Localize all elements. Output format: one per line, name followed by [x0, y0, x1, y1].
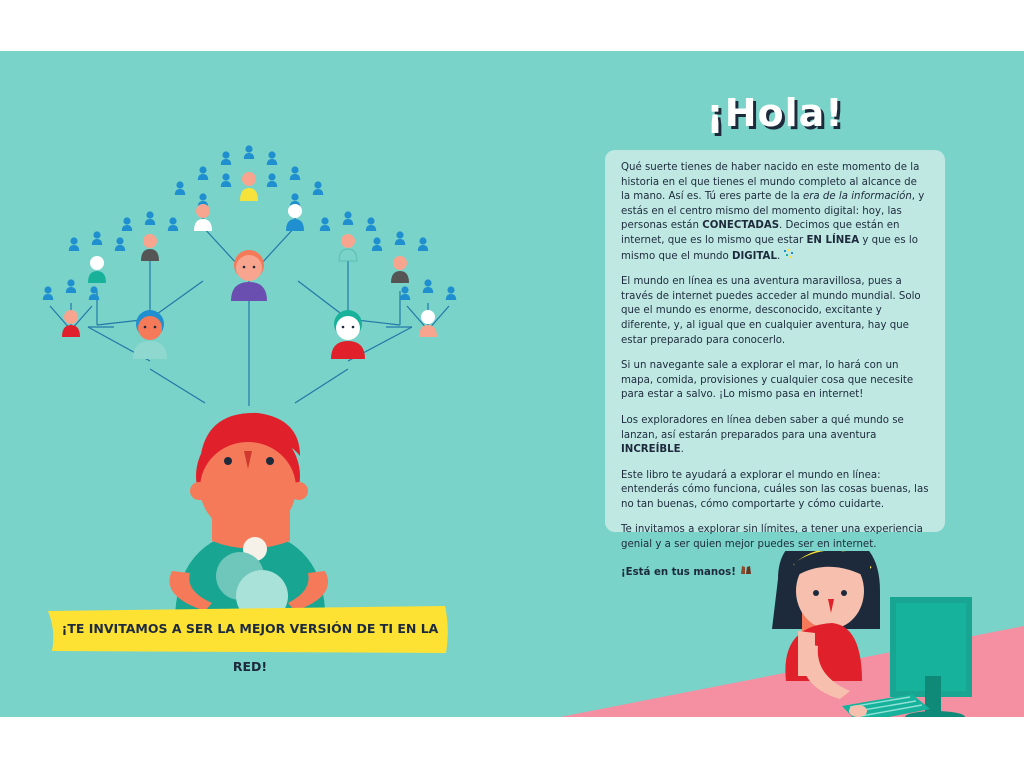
avatar-boy-blue-hair — [133, 310, 167, 359]
paragraph-4 — [621, 414, 929, 458]
intro-text-card — [605, 150, 945, 578]
connection-lines — [50, 206, 449, 406]
avatar-girl-green-hair — [331, 310, 365, 359]
p1-digital: DIGITAL — [732, 250, 777, 262]
paragraph-1 — [621, 161, 929, 264]
paragraph-7 — [621, 564, 929, 581]
p1-text-a: Qué suerte tienes de haber nacido en este momento de la historia en el que tienes el mundo completo al alcance de la mano. Así es. Tú eres parte de la — [621, 162, 920, 203]
paragraph-5: Este libro te ayudará a explorar el mundo en línea: entenderás cómo funciona, cuáles son las cosas buenas, las no tan buenas, cómo comportarte y cómo cuidarte. — [621, 469, 929, 510]
p1-text-e: . — [776, 250, 781, 262]
p1-text-b: , y estás en el centro mismo del momento digital: hoy, las personas están — [621, 191, 925, 232]
p1-text-d: y que es lo mismo que el mundo — [621, 234, 918, 262]
closing-line: ¡Está en tus manos! — [621, 566, 736, 578]
sparkle-icon — [783, 249, 795, 259]
p4-text-a: Los exploradores en línea deben saber a qué mundo se lanzan, así estarán preparados para una aventura — [621, 414, 904, 441]
p4-increible: INCREÍBLE — [621, 444, 681, 456]
book-spread — [0, 51, 1024, 717]
avatar-girl-purple — [231, 250, 267, 301]
banner-slogan: ¡TE INVITAMOS A SER LA MEJOR VERSIÓN DE TI EN LA RED! — [61, 621, 439, 674]
paragraph-3: Si un navegante sale a explorar el mar, lo hará con un mapa, comida, provisiones y cualquier cosa que necesite para estar a salvo. ¡Lo mismo pasa en internet! — [621, 360, 914, 401]
paragraph-2: El mundo en línea es una aventura maravillosa, pues a través de internet puedes acceder al mundo mundial. Solo que el mundo es enorme, desconocido, excitante y diferente, y, al igual que en cualquier aventura, hay que estar preparado para conocerlo. — [621, 276, 921, 346]
paragraph-6: Te invitamos a explorar sin límites, a tener una experiencia genial y a ser quien mejor puedes ser en internet. — [621, 524, 923, 551]
p1-era-phrase: era de la información — [802, 191, 912, 203]
page-greeting: ¡Hola! — [706, 91, 844, 135]
clapping-hands-icon — [739, 564, 753, 575]
p4-text-b: . — [680, 444, 684, 456]
p1-text-c: . Decimos que están en internet, que es lo mismo que estar — [621, 220, 900, 246]
p1-conectadas: CONECTADAS — [702, 220, 780, 232]
p1-en-linea: EN LÍNEA — [806, 234, 860, 246]
boy-character — [169, 413, 328, 629]
